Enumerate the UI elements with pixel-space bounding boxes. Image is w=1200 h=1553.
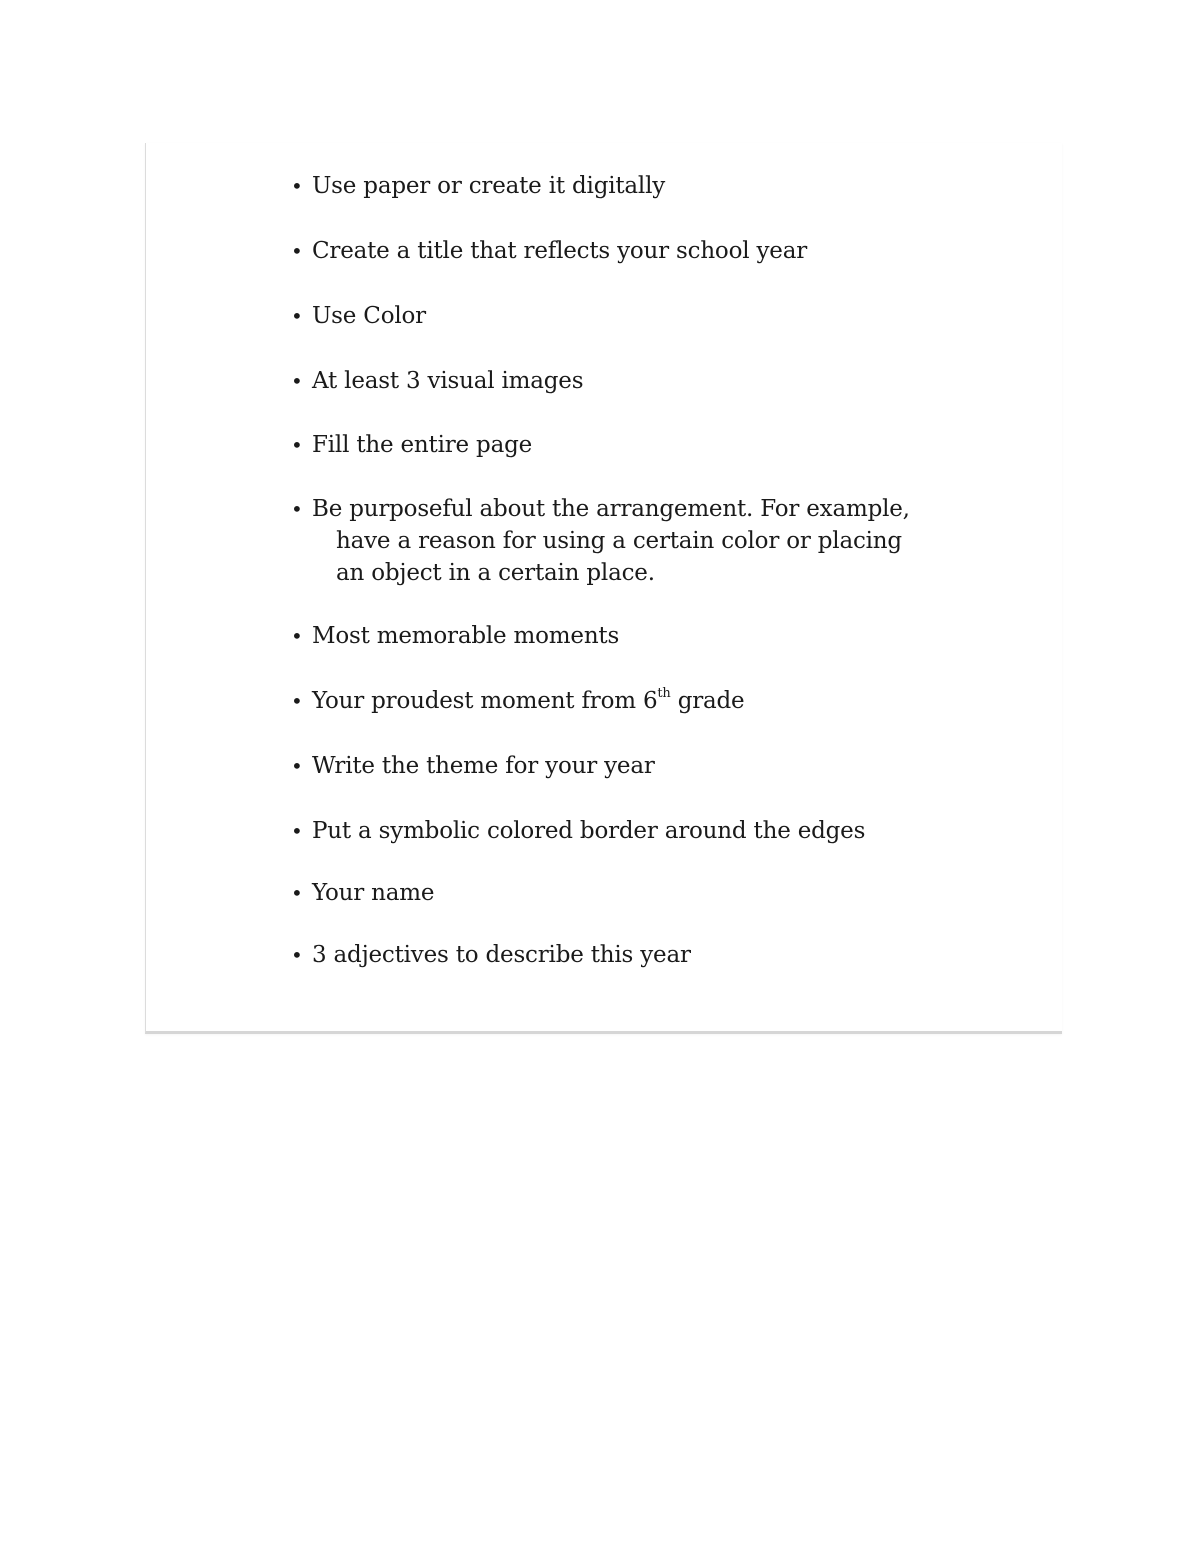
list-item-text: 3 adjectives to describe this year [312,942,691,968]
list-item-line-2: have a reason for using a certain color or placing [336,528,902,554]
list-item [291,300,1051,332]
list-item-text: Create a title that reflects your school year [312,238,808,264]
ordinal-superscript: th [657,686,671,702]
list-item-line-3: an object in a certain place. [336,560,655,586]
list-item [291,365,1051,397]
bullet-icon: • [291,689,303,713]
list-item [291,685,1051,717]
bullet-icon: • [291,754,303,778]
list-item-suffix: grade [670,688,745,714]
list-item-text: Use paper or create it digitally [312,173,666,199]
bullet-icon: • [291,497,303,521]
list-item [291,815,1051,847]
bullet-icon: • [291,943,303,967]
list-item-text: Write the theme for your year [312,753,655,779]
list-item-text: Fill the entire page [312,432,533,458]
list-item [291,170,1051,202]
list-item-line-1: Be purposeful about the arrangement. For example, [312,496,910,522]
list-item-text [312,493,1032,589]
bullet-icon: • [291,239,303,263]
list-item [291,429,1051,461]
list-item-text: Put a symbolic colored border around the edges [312,818,866,844]
list-item [291,235,1051,267]
list-item-text: Most memorable moments [312,623,620,649]
list-item [291,620,1051,652]
bullet-icon: • [291,174,303,198]
bullet-icon: • [291,624,303,648]
bullet-icon: • [291,819,303,843]
list-item-text: Use Color [312,303,426,329]
list-item-text: At least 3 visual images [312,368,584,394]
bullet-icon: • [291,881,303,905]
bullet-icon: • [291,304,303,328]
list-item-text [312,685,744,717]
list-item-text: Your name [312,880,435,906]
bullet-icon: • [291,433,303,457]
bullet-icon: • [291,369,303,393]
list-item [291,877,1051,909]
list-item [291,750,1051,782]
list-item-prefix: Your proudest moment from 6 [312,688,658,714]
list-item [291,939,1051,971]
list-item [291,493,1051,589]
